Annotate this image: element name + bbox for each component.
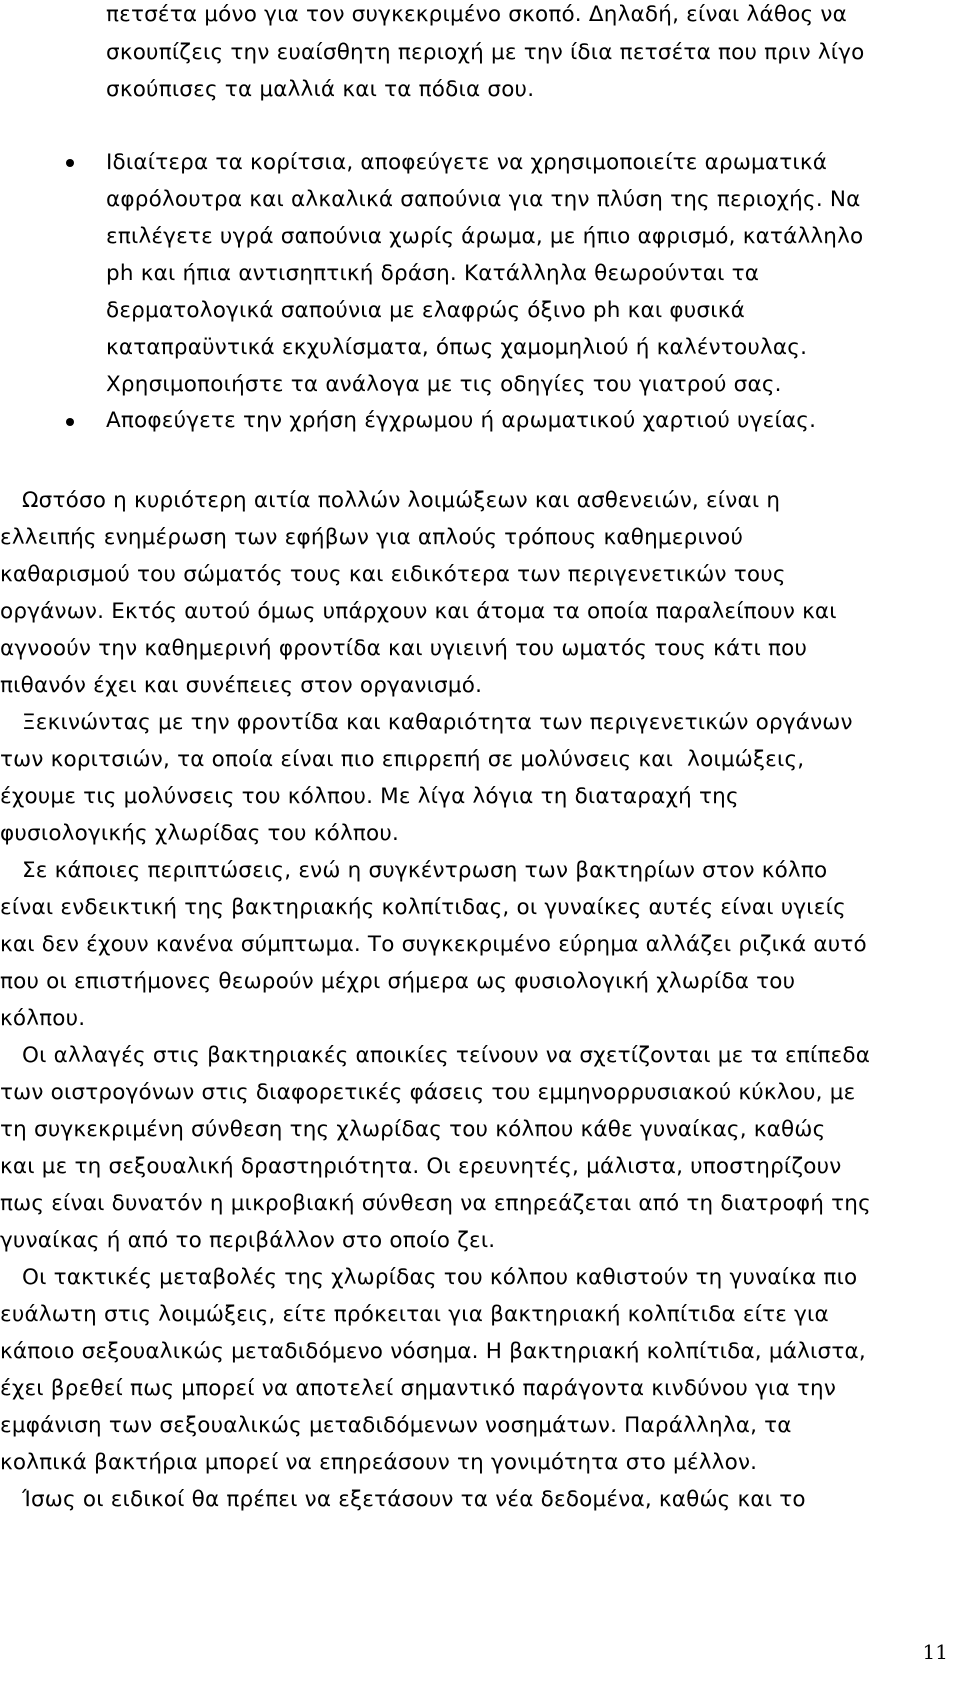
paragraph-line: Οι τακτικές μεταβολές της χλωρίδας του κόλπου καθιστούν τη γυναίκα πιο bbox=[22, 1265, 858, 1290]
bullet-icon bbox=[66, 418, 74, 426]
bullet-text-line: Αποφεύγετε την χρήση έγχρωμου ή αρωματικού χαρτιού υγείας. bbox=[106, 408, 817, 433]
bullet-text-line: επιλέγετε υγρά σαπούνια χωρίς άρωμα, με ήπιο αφρισμό, κατάλληλο bbox=[106, 224, 864, 249]
paragraph-line: είναι ενδεικτική της βακτηριακής κολπίτιδας, οι γυναίκες αυτές είναι υγιείς bbox=[0, 895, 846, 920]
bullet-text-line: Ιδιαίτερα τα κορίτσια, αποφεύγετε να χρησιμοποιείτε αρωματικά bbox=[106, 150, 828, 175]
bullet-text-line: καταπραϋντικά εκχυλίσματα, όπως χαμομηλιού ή καλέντουλας. bbox=[106, 335, 808, 360]
intro-line: σκούπισες τα μαλλιά και τα πόδια σου. bbox=[106, 77, 535, 102]
bullet-text-line: δερματολογικά σαπούνια με ελαφρώς όξινο ph και φυσικά bbox=[106, 298, 745, 323]
intro-line: σκουπίζεις την ευαίσθητη περιοχή με την ίδια πετσέτα που πριν λίγο bbox=[106, 40, 865, 65]
paragraph-line: κάποιο σεξουαλικώς μεταδιδόμενο νόσημα. Η βακτηριακή κολπίτιδα, μάλιστα, bbox=[0, 1339, 866, 1364]
bullet-text-line: αφρόλουτρα και αλκαλικά σαπούνια για την πλύση της περιοχής. Να bbox=[106, 187, 861, 212]
paragraph-line: γυναίκας ή από το περιβάλλον στο οποίο ζει. bbox=[0, 1228, 496, 1253]
paragraph-line: κόλπου. bbox=[0, 1006, 86, 1031]
bullet-text-line: ph και ήπια αντισηπτική δράση. Κατάλληλα θεωρούνται τα bbox=[106, 261, 760, 286]
paragraph-line: Σε κάποιες περιπτώσεις, ενώ η συγκέντρωση των βακτηρίων στον κόλπο bbox=[22, 858, 828, 883]
paragraph-line: των οιστρογόνων στις διαφορετικές φάσεις του εμμηνορρυσιακού κύκλου, με bbox=[0, 1080, 856, 1105]
paragraph-line: εμφάνιση των σεξουαλικώς μεταδιδόμενων νοσημάτων. Παράλληλα, τα bbox=[0, 1413, 792, 1438]
paragraph-line: ευάλωτη στις λοιμώξεις, είτε πρόκειται για βακτηριακή κολπίτιδα είτε για bbox=[0, 1302, 829, 1327]
paragraph-line: που οι επιστήμονες θεωρούν μέχρι σήμερα ως φυσιολογική χλωρίδα του bbox=[0, 969, 796, 994]
paragraph-line: κολπικά βακτήρια μπορεί να επηρεάσουν τη γονιμότητα στο μέλλον. bbox=[0, 1450, 758, 1475]
paragraph-line: αγνοούν την καθημερινή φροντίδα και υγιεινή του ωματός τους κάτι που bbox=[0, 636, 808, 661]
paragraph-line: των κοριτσιών, τα οποία είναι πιο επιρρεπή σε μολύνσεις και λοιμώξεις, bbox=[0, 747, 805, 772]
paragraph-line: Ξεκινώντας με την φροντίδα και καθαριότητα των περιγενετικών οργάνων bbox=[22, 710, 853, 735]
bullet-text-line: Χρησιμοποιήστε τα ανάλογα με τις οδηγίες του γιατρού σας. bbox=[106, 372, 782, 397]
paragraph-line: έχουμε τις μολύνσεις του κόλπου. Με λίγα λόγια τη διαταραχή της bbox=[0, 784, 739, 809]
paragraph-line: Ίσως οι ειδικοί θα πρέπει να εξετάσουν τα νέα δεδομένα, καθώς και το bbox=[22, 1487, 806, 1512]
paragraph-line: Ωστόσο η κυριότερη αιτία πολλών λοιμώξεων και ασθενειών, είναι η bbox=[22, 488, 781, 513]
paragraph-line: έχει βρεθεί πως μπορεί να αποτελεί σημαντικό παράγοντα κινδύνου για την bbox=[0, 1376, 837, 1401]
paragraph-line: πως είναι δυνατόν η μικροβιακή σύνθεση να επηρεάζεται από τη διατροφή της bbox=[0, 1191, 871, 1216]
paragraph-line: οργάνων. Εκτός αυτού όμως υπάρχουν και άτομα τα οποία παραλείπουν και bbox=[0, 599, 837, 624]
intro-line: πετσέτα μόνο για τον συγκεκριμένο σκοπό. Δηλαδή, είναι λάθος να bbox=[106, 2, 847, 27]
bullet-icon bbox=[66, 159, 74, 167]
paragraph-line: ελλειπής ενημέρωση των εφήβων για απλούς τρόπους καθημερινού bbox=[0, 525, 744, 550]
paragraph-line: Οι αλλαγές στις βακτηριακές αποικίες τείνουν να σχετίζονται με τα επίπεδα bbox=[22, 1043, 871, 1068]
page-number: 11 bbox=[922, 1640, 948, 1664]
paragraph-line: και δεν έχουν κανένα σύμπτωμα. Το συγκεκριμένο εύρημα αλλάζει ριζικά αυτό bbox=[0, 932, 867, 957]
paragraph-line: τη συγκεκριμένη σύνθεση της χλωρίδας του κόλπου κάθε γυναίκας, καθώς bbox=[0, 1117, 826, 1142]
paragraph-line: καθαρισμού του σώματός τους και ειδικότερα των περιγενετικών τους bbox=[0, 562, 786, 587]
paragraph-line: φυσιολογικής χλωρίδας του κόλπου. bbox=[0, 821, 400, 846]
paragraph-line: πιθανόν έχει και συνέπειες στον οργανισμό. bbox=[0, 673, 483, 698]
paragraph-line: και με τη σεξουαλική δραστηριότητα. Οι ερευνητές, μάλιστα, υποστηρίζουν bbox=[0, 1154, 842, 1179]
